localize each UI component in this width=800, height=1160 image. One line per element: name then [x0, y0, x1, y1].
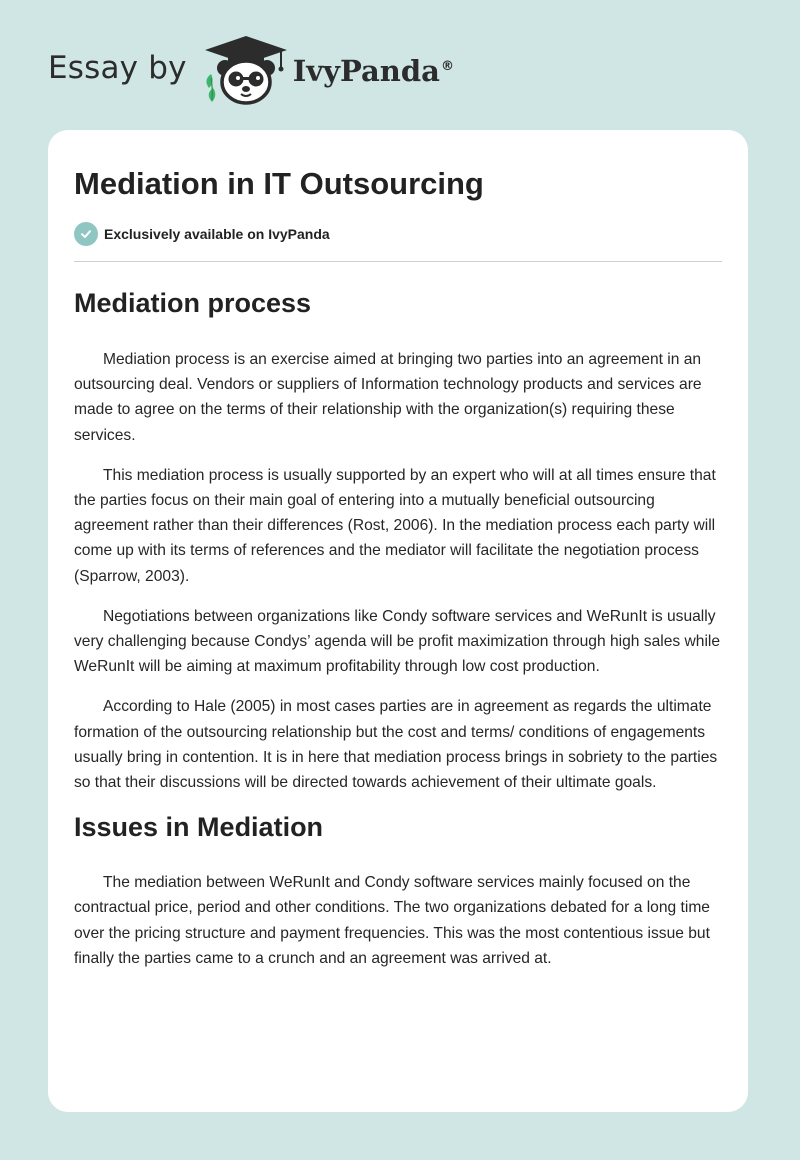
- exclusive-text: Exclusively available on IvyPanda: [104, 226, 330, 242]
- brand-prefix: Essay by: [48, 50, 187, 86]
- paragraph: This mediation process is usually supported by an expert who will at all times ensure that the parties focus on their main goal of entering into a mutually beneficial outsourcing agreement rather than their differences (Rost, 2006). In the mediation process each party will come up with its terms of references and the mediator will facilitate the negotiation process (Sparrow, 2003).: [74, 466, 716, 585]
- check-icon: [74, 222, 98, 246]
- exclusive-badge: [74, 222, 330, 246]
- brand-name[interactable]: [293, 54, 454, 88]
- panda-logo-icon[interactable]: [201, 34, 291, 106]
- article-card: [48, 130, 748, 1112]
- section-heading-issues-in-mediation: Issues in Mediation: [74, 812, 324, 843]
- paragraph: Mediation process is an exercise aimed at bringing two parties into an agreement in an outsourcing deal. Vendors or suppliers of Information technology products and services are made to agree on the terms of their relationship with the organization(s) requiring these services.: [74, 351, 702, 444]
- section-heading-mediation-process: Mediation process: [74, 288, 312, 318]
- paragraph: According to Hale (2005) in most cases parties are in agreement as regards the ultimate formation of the outsourcing relationship but the cost and terms/ conditions of engagements usually bring in contention. It is in here that mediation process brings in sobriety to the parties so that their discussions will be directed towards achievement of their ultimate goals.: [74, 698, 718, 792]
- article-title: Mediation in IT Outsourcing: [74, 166, 484, 201]
- divider: [74, 261, 722, 262]
- paragraph: The mediation between WeRunIt and Condy software services mainly focused on the contractual price, period and other conditions. The two organizations debated for a long time over the pricing structure and payment frequencies. This was the most contentious issue but finally the parties came to a crunch and an agreement was arrived at.: [74, 874, 710, 967]
- paragraph: Negotiations between organizations like Condy software services and WeRunIt is usually very challenging because Condys’ agenda will be profit maximization through high sales while WeRunIt will be aiming at maximum profitability through low cost production.: [74, 607, 721, 676]
- registered-mark: ®: [440, 59, 454, 75]
- brand-header: [48, 34, 454, 106]
- article-content: [74, 286, 722, 986]
- brand-name-text: IvyPanda: [292, 54, 440, 88]
